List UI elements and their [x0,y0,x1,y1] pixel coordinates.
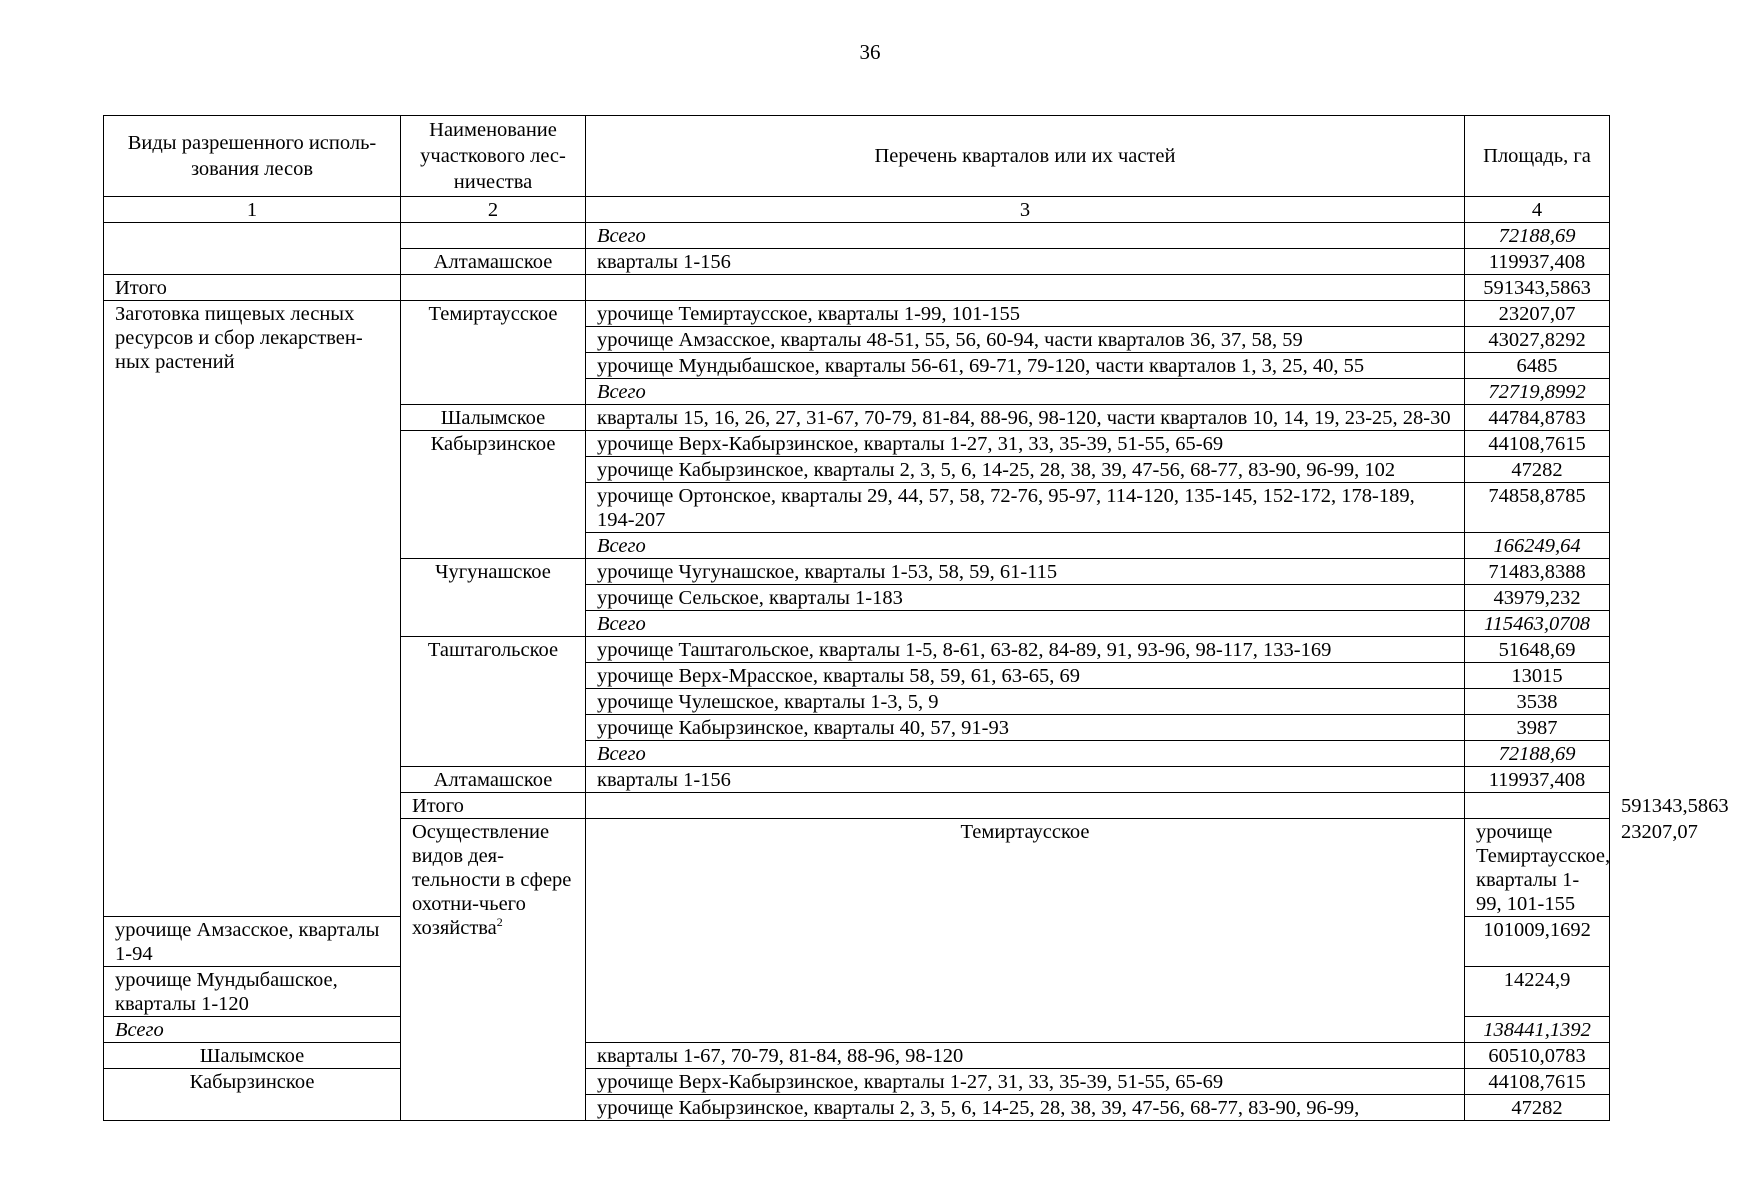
forestry-cell [401,223,586,249]
area-cell: 6485 [1465,353,1610,379]
quarters-cell: кварталы 1-67, 70-79, 81-84, 88-96, 98-120 [586,1043,1465,1069]
quarters-cell: урочище Чулешское, кварталы 1-3, 5, 9 [586,689,1465,715]
quarters-cell: урочище Таштагольское, кварталы 1-5, 8-61, 63-82, 84-89, 91, 93-96, 98-117, 133-169 [586,637,1465,663]
quarters-cell: урочище Верх-Мрасское, кварталы 58, 59, 61, 63-65, 69 [586,663,1465,689]
column-number: 2 [401,197,586,223]
area-cell: 13015 [1465,663,1610,689]
quarters-cell: урочище Ортонское, кварталы 29, 44, 57, 58, 72-76, 95-97, 114-120, 135-145, 152-172, 178-189, 194-207 [586,483,1465,533]
total-area: 72188,69 [1465,741,1610,767]
forest-use-table [103,115,1729,1121]
column-number: 1 [104,197,401,223]
header-quarters-list: Перечень кварталов или их частей [586,116,1465,197]
area-cell: 47282 [1465,1095,1610,1121]
grand-total-area: 591343,5863 [1465,275,1610,301]
area-cell: 101009,1692 [1465,917,1610,967]
total-label: Всего [586,533,1465,559]
quarters-cell: урочище Сельское, кварталы 1-183 [586,585,1465,611]
forestry-cell [586,793,1465,819]
area-cell: 74858,8785 [1465,483,1610,533]
quarters-cell: кварталы 1-156 [586,249,1465,275]
area-cell: 44784,8783 [1465,405,1610,431]
forestry-cell: Алтамашское [401,767,586,793]
quarters-cell: урочище Верх-Кабырзинское, кварталы 1-27, 31, 33, 35-39, 51-55, 65-69 [586,431,1465,457]
table-row [104,1043,1610,1069]
total-area: 72719,8992 [1465,379,1610,405]
quarters-cell: кварталы 15, 16, 26, 27, 31-67, 70-79, 81-84, 88-96, 98-120, части кварталов 10, 14, 19, 23-25, 28-30 [586,405,1465,431]
forestry-cell: Таштагольское [401,637,586,767]
use-type-cell [104,223,401,275]
area-cell: 51648,69 [1465,637,1610,663]
grand-total-label: Итого [104,275,401,301]
column-number: 4 [1465,197,1610,223]
table-row [104,1069,1610,1095]
total-area: 72188,69 [1465,223,1610,249]
page-number: 36 [859,40,881,64]
area-cell: 119937,408 [1465,249,1610,275]
forestry-cell: Темиртаусское [586,819,1465,1043]
area-cell: 3987 [1465,715,1610,741]
quarters-cell: урочище Мундыбашское, кварталы 1-120 [104,967,401,1017]
quarters-cell [586,275,1465,301]
area-cell: 43027,8292 [1465,327,1610,353]
total-area: 115463,0708 [1465,611,1610,637]
column-number: 3 [586,197,1465,223]
quarters-cell: урочище Чугунашское, кварталы 1-53, 58, 59, 61-115 [586,559,1465,585]
quarters-cell: урочище Амзасское, кварталы 48-51, 55, 56, 60-94, части кварталов 36, 37, 58, 59 [586,327,1465,353]
use-type-cell [401,819,586,1121]
header-use-type: Виды разрешенного исполь-зования лесов [104,116,401,197]
area-cell: 71483,8388 [1465,559,1610,585]
quarters-cell: урочище Кабырзинское, кварталы 40, 57, 91-93 [586,715,1465,741]
forestry-cell: Шалымское [401,405,586,431]
grand-total-label: Итого [401,793,586,819]
quarters-cell: урочище Амзасское, кварталы 1-94 [104,917,401,967]
total-label: Всего [586,223,1465,249]
forestry-cell: Темиртаусское [401,301,586,405]
header-area: Площадь, га [1465,116,1610,197]
forestry-cell: Чугунашское [401,559,586,637]
header-forestry-name: Наименование участкового лес-ничества [401,116,586,197]
table-row [104,223,1610,249]
quarters-cell: урочище Мундыбашское, кварталы 56-61, 69-71, 79-120, части кварталов 1, 3, 25, 40, 55 [586,353,1465,379]
total-label: Всего [104,1017,401,1043]
forestry-cell: Шалымское [104,1043,401,1069]
forestry-cell: Кабырзинское [104,1069,401,1121]
table-row [104,301,1610,327]
quarters-cell: урочище Кабырзинское, кварталы 2, 3, 5, 6, 14-25, 28, 38, 39, 47-56, 68-77, 83-90, 96-99, [586,1095,1465,1121]
area-cell: 14224,9 [1465,967,1610,1017]
area-cell: 119937,408 [1465,767,1610,793]
area-cell: 23207,07 [1465,301,1610,327]
forestry-cell: Кабырзинское [401,431,586,559]
total-label: Всего [586,611,1465,637]
total-label: Всего [586,379,1465,405]
total-area: 166249,64 [1465,533,1610,559]
quarters-cell: урочище Темиртаусское, кварталы 1-99, 101-155 [1465,819,1610,917]
footnote-mark: 2 [496,915,503,930]
area-cell: 44108,7615 [1465,1069,1610,1095]
quarters-cell: урочище Темиртаусское, кварталы 1-99, 101-155 [586,301,1465,327]
table-header-row [104,116,1610,197]
area-cell: 47282 [1465,457,1610,483]
use-type-text: Осуществление видов дея-тельности в сфере охотни-чьего хозяйства [412,821,572,939]
area-cell: 60510,0783 [1465,1043,1610,1069]
use-type-cell: Заготовка пищевых лесных ресурсов и сбор лекарствен-ных растений [104,301,401,917]
grand-total-row [104,275,1610,301]
quarters-cell: урочище Кабырзинское, кварталы 2, 3, 5, 6, 14-25, 28, 38, 39, 47-56, 68-77, 83-90, 96-99, 102 [586,457,1465,483]
total-label: Всего [586,741,1465,767]
table-row: Осуществление видов дея-тельности в сфере охотни-чьего хозяйства$^2$ Темиртаусское урочище Темиртаусское, кварталы 1-99, 101-155 23207,07 [104,819,1610,917]
quarters-cell [1465,793,1610,819]
area-cell: 44108,7615 [1465,431,1610,457]
total-area: 138441,1392 [1465,1017,1610,1043]
forestry-cell: Алтамашское [401,249,586,275]
column-number-row [104,197,1610,223]
area-cell: 43979,232 [1465,585,1610,611]
grand-total-row: Итого 591343,5863 [104,793,1610,819]
forestry-cell [401,275,586,301]
quarters-cell: кварталы 1-156 [586,767,1465,793]
quarters-cell: урочище Верх-Кабырзинское, кварталы 1-27, 31, 33, 35-39, 51-55, 65-69 [586,1069,1465,1095]
area-cell: 3538 [1465,689,1610,715]
